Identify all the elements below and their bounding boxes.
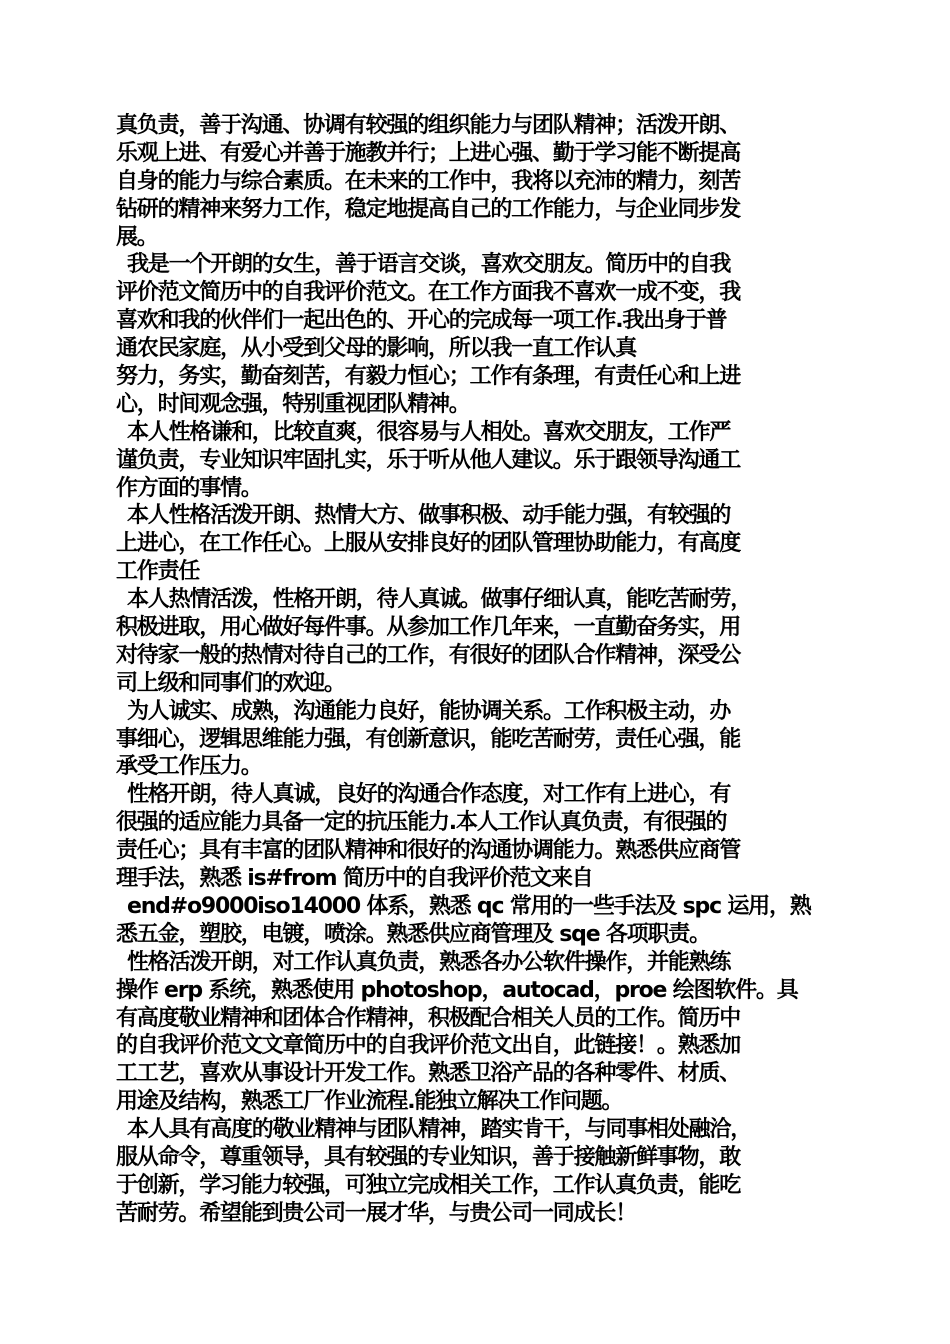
paragraph-start-line: 本人热情活泼，性格开朗，待人真诚。做事仔细认真，能吃苦耐劳， <box>127 587 752 613</box>
text-line: 努力，务实，勤奋刻苦，有毅力恒心；工作有条理，有责任心和上进 <box>116 364 741 390</box>
text-line: 上进心，在工作任心。上服从安排良好的团队管理协助能力，有高度 <box>116 531 741 557</box>
text-line: 悉五金，塑胶，电镀，喷涂。熟悉供应商管理及 sqe 各项职责。 <box>116 921 710 947</box>
text-line: 展。 <box>116 224 158 250</box>
text-line: 苦耐劳。希望能到贵公司一展才华，与贵公司一同成长！ <box>116 1200 637 1226</box>
text-line: 心，时间观念强，特别重视团队精神。 <box>116 391 470 417</box>
paragraph-start-line: 性格开朗，待人真诚，良好的沟通合作态度，对工作有上进心，有 <box>127 782 731 808</box>
self-evaluation-text <box>116 112 838 1228</box>
text-line: 责任心；具有丰富的团队精神和很好的沟通协调能力。熟悉供应商管 <box>116 838 741 864</box>
text-line: 乐观上进、有爱心并善于施教并行；上进心强、勤于学习能不断提高 <box>116 140 741 166</box>
text-line: 事细心，逻辑思维能力强，有创新意识，能吃苦耐劳，责任心强，能 <box>116 726 741 752</box>
paragraph-start-line: 性格活泼开朗，对工作认真负责，熟悉各办公软件操作，并能熟练 <box>127 949 731 975</box>
text-line: 自身的能力与综合素质。在未来的工作中，我将以充沛的精力，刻苦 <box>116 168 741 194</box>
text-line: 通农民家庭，从小受到父母的影响，所以我一直工作认真 <box>116 336 637 362</box>
text-line: 喜欢和我的伙伴们一起出色的、开心的完成每一项工作.我出身于普 <box>116 308 727 334</box>
text-line: 司上级和同事们的欢迎。 <box>116 670 345 696</box>
text-line: 于创新，学习能力较强，可独立完成相关工作，工作认真负责，能吃 <box>116 1172 741 1198</box>
text-line: 有高度敬业精神和团体合作精神，积极配合相关人员的工作。简历中 <box>116 1005 741 1031</box>
text-line: 谨负责，专业知识牢固扎实，乐于听从他人建议。乐于跟领导沟通工 <box>116 447 741 473</box>
text-line: 作方面的事情。 <box>116 475 262 501</box>
text-line: 用途及结构，熟悉工厂作业流程.能独立解决工作问题。 <box>116 1089 623 1115</box>
text-line: 理手法，熟悉 is#from 简历中的自我评价范文来自 <box>116 866 593 892</box>
text-line: 真负责，善于沟通、协调有较强的组织能力与团队精神；活泼开朗、 <box>116 113 741 138</box>
text-line: end#o9000iso14000 体系，熟悉 qc 常用的一些手法及 spc 运用，熟 <box>127 893 811 919</box>
text-line: 承受工作压力。 <box>116 754 262 780</box>
text-line: 积极进取，用心做好每件事。从参加工作几年来，一直勤奋务实，用 <box>116 615 741 641</box>
text-line: 评价范文简历中的自我评价范文。在工作方面我不喜欢一成不变，我 <box>116 280 741 306</box>
text-line: 对待家一般的热情对待自己的工作，有很好的团队合作精神，深受公 <box>116 642 741 668</box>
text-line: 操作 erp 系统，熟悉使用 photoshop，autocad，proe 绘图软件。具 <box>116 977 798 1003</box>
paragraph-start-line: 本人性格谦和，比较直爽，很容易与人相处。喜欢交朋友，工作严 <box>127 419 731 445</box>
text-line: 服从命令，尊重领导，具有较强的专业知识，善于接触新鲜事物，敢 <box>116 1144 741 1170</box>
text-line: 很强的适应能力具备一定的抗压能力.本人工作认真负责，有很强的 <box>116 810 727 836</box>
text-line: 的自我评价范文文章简历中的自我评价范文出自，此链接！。熟悉加 <box>116 1033 741 1059</box>
paragraph-start-line: 我是一个开朗的女生，善于语言交谈，喜欢交朋友。简历中的自我 <box>127 252 731 278</box>
paragraph-start-line: 为人诚实、成熟，沟通能力良好，能协调关系。工作积极主动，办 <box>127 698 731 724</box>
paragraph-start-line: 本人具有高度的敬业精神与团队精神，踏实肯干，与同事相处融洽， <box>127 1117 752 1143</box>
paragraph-start-line: 本人性格活泼开朗、热情大方、做事积极、动手能力强，有较强的 <box>127 503 731 529</box>
text-line: 钻研的精神来努力工作，稳定地提高自己的工作能力，与企业同步发 <box>116 196 741 222</box>
text-line: 工工艺，喜欢从事设计开发工作。熟悉卫浴产品的各种零件、材质、 <box>116 1061 741 1087</box>
text-line: 工作责任 <box>116 559 200 585</box>
